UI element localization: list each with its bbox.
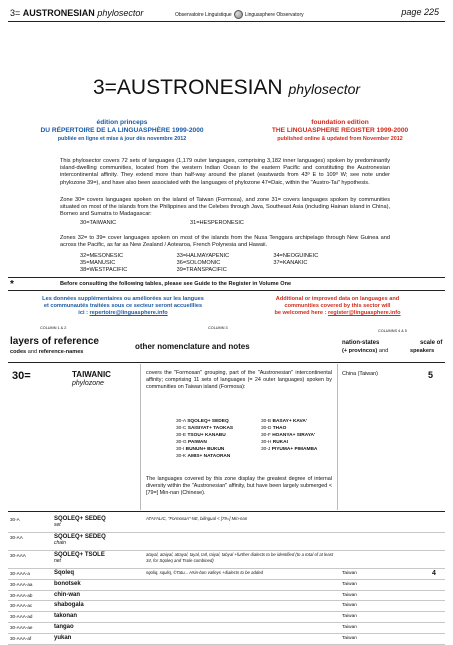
column-divider (140, 364, 141, 510)
table-row: 30-AAA-ab chin-wan Taiwan (8, 591, 445, 602)
zone-item: 35=MANUSIC (80, 260, 116, 267)
zone-item: 36=SOLOMONIC (176, 260, 221, 267)
zone-item: 30=TAIWANIC (80, 220, 117, 226)
set-item: 30-K AMIS+ NATAORAN (176, 454, 231, 459)
speakers-heading: speakers (410, 348, 435, 354)
nation-states-heading: nation-states (342, 340, 380, 346)
intro-paragraph-1: This phylosector covers 72 sets of languages (1,179 outer languages, comprising 3,182 inner languages) spoken by predominantly island-dwelling communities, located from the western Indian Ocean to the eastern Pacific and constituting the Austronesian intercontinental affinity. They extend more than half-way around the planet (eastwards from 43º E to 109º W; see note under phylozone 39=), and have also been associated with the languages of phylozone 47=Daic, within the "Austro-Tai" hypothesis. (60, 158, 390, 186)
set-item: 30-B BASAY+ KAVA' (261, 419, 307, 424)
column-label: COLUMN 1 & 2 (40, 326, 67, 330)
edition-en: foundation edition THE LINGUASPHERE REGISTER 1999-2000 published online & updated from November 2012 (271, 119, 409, 143)
zone-item: 37=KANAKIC (273, 260, 308, 267)
table-row: 30-AAA SQOLEQ+ TSOLE net atayal, ataiyal, attayal, tayal, taïl, taiyal, tabyal +further dialects to be identified (to a total of at least 34, for Sqoleq and Tsole combined) (8, 551, 445, 569)
zone-item: 32=MESONESIC (80, 253, 124, 259)
asterisk-icon: * (10, 279, 14, 290)
zone-name: TAIWANIC (72, 370, 111, 379)
column-label: COLUMNS 4 & 5 (378, 329, 407, 333)
set-list (176, 418, 346, 460)
layers-of-reference-heading: layers of reference (10, 336, 99, 347)
zone-type: phylozone (72, 380, 104, 387)
set-item: 30-A SQOLEQ+ SEDEQ (176, 419, 229, 424)
globe-icon (234, 10, 243, 19)
provincos-heading: (+ provincos) and (342, 348, 389, 354)
zone-item: 38=WESTPACIFIC (80, 267, 128, 274)
intro-paragraph-3: Zones 32= to 39= cover languages spoken on most of the islands from the Nusa Tenggara archipelago through New Guinea and across the Pacific, as far as New Zealand / Aotearoa, French Polynesia and Hawaii. (60, 235, 390, 249)
header-divider (8, 21, 445, 22)
intro-paragraph-2: Zone 30= covers languages spoken on the island of Taiwan (Formosa), and zone 31= covers languages spoken by communities situated on most of the islands from the Philippines and the Celebes through Java, Southeast Asia (including Hainan island in China), Borneo and Sumatra to Madagascar: (60, 197, 390, 218)
scale-of-heading: scale of (420, 340, 443, 346)
table-row: 30-AAA-aa bonotsek Taiwan (8, 580, 445, 591)
observatory-credit: Observatoire Linguistique Linguasphere Observatory (175, 11, 304, 18)
table-row: 30-A SQOLEQ+ SEDEQ set ATAYALIC, "Formosan"-NE, bilingual < [79=] Min-nan (8, 515, 445, 533)
set-item: 30-C SAISIYAT+ TAOKAS (176, 426, 234, 431)
zone-list-a (80, 220, 300, 227)
table-row: 30-AAA-ad takonan Taiwan (8, 612, 445, 623)
zone-item: 39=TRANSPACIFIC (176, 267, 227, 274)
section-divider (8, 277, 445, 278)
set-item: 30-H RUKAI (261, 440, 288, 445)
table-top-rule (8, 362, 445, 363)
zone-description: covers the "Formosan" grouping, part of the "Austronesian" intercontinental affinity; comprising 11 sets of languages (= 24 outer languages) spoken by communities on Taiwan island (Formosa): (146, 370, 332, 390)
table-row: 30-AAA-a Sqoleq sqoliq, squliq, ©Tatu... Hsin-bon valleys +dialects to be added Taiwan 4 (8, 569, 445, 580)
set-item: 30-I BUNUN+ BUKUN (176, 447, 225, 452)
zone-item: 33=HALMAYAPENIC (176, 253, 230, 259)
zone-list-b (80, 253, 370, 275)
contact-note-fr: Les données supplémentaires ou améliorées sur les langues et communautés traitées sous ce secteur seront accueillies ici : repertoire@linguasphere.info (42, 296, 204, 316)
section-divider (8, 290, 445, 291)
email-link-fr[interactable]: repertoire@linguasphere.info (89, 310, 168, 316)
table-row: 30-AAA-af yukan Taiwan (8, 634, 445, 645)
zone-region: China (Taiwan) (342, 371, 378, 377)
page-number: page 225 (401, 7, 439, 17)
zone-item: 34=NEOGUINEIC (273, 253, 319, 259)
zone-code: 30= (12, 370, 31, 382)
table-row: 30-AAA-ae tangao Taiwan (8, 623, 445, 634)
guide-note: Before consulting the following tables, please see Guide to the Register in Volume One (60, 281, 292, 287)
set-item: 30-G PAIWAN (176, 440, 207, 445)
edition-fr: édition princeps DU RÉPERTOIRE DE LA LINGUASPHÈRE 1999-2000 publiée en ligne et mise à jour dès novembre 2012 (40, 119, 204, 143)
set-item: 30-E TSOU+ KANABU (176, 433, 226, 438)
codes-refnames-heading: codes and reference-names (10, 349, 84, 355)
zone-item: 31=HESPERONESIC (190, 220, 244, 226)
zone-description-2: The languages covered by this zone display the greatest degree of internal diversity within the "Austronesian" affinity, but have been largely submerged < [79=] Min-nan (Chinese). (146, 476, 332, 496)
language-table (8, 515, 445, 645)
other-nomenclature-heading: other nomenclature and notes (135, 342, 250, 351)
column-label: COLUMN 3 (208, 326, 228, 330)
zone-scale: 5 (428, 370, 434, 380)
table-rule (8, 511, 445, 512)
page-title: 3=AUSTRONESIAN phylosector (92, 76, 361, 99)
contact-note-en: Additional or improved data on languages and communities covered by this sector will be welcomed here : register@linguasphere.info (274, 296, 401, 316)
table-row: 30-AA SQOLEQ+ SEDEQ chain (8, 533, 445, 551)
set-item: 30-J PIYUMA+ PIMAMBA (261, 447, 318, 452)
running-header-title: 3= AUSTRONESIAN phylosector (10, 8, 144, 18)
set-item: 30-D THAO (261, 426, 287, 431)
table-row: 30-AAA-ac shabogala Taiwan (8, 601, 445, 612)
set-item: 30-F HOANYA+ SIRAYA' (261, 433, 316, 438)
email-link-en[interactable]: register@linguasphere.info (327, 310, 401, 316)
